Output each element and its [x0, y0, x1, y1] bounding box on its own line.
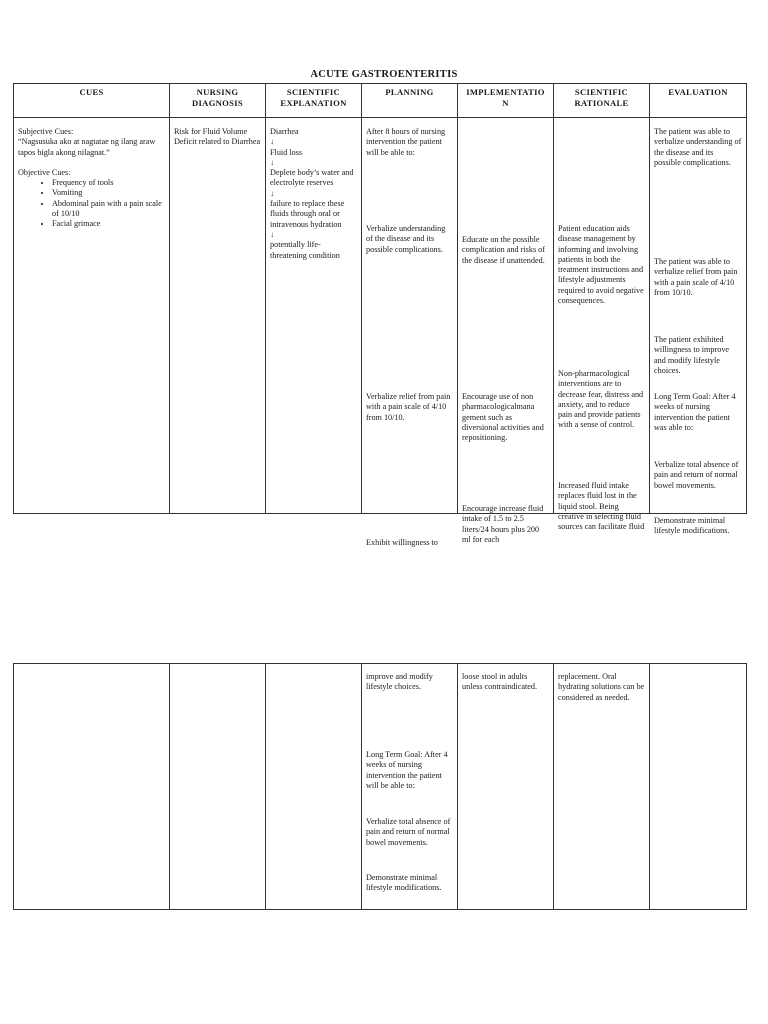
evaluation-lt-item-1: Verbalize total absence of pain and return of normal bowel movements.	[654, 460, 739, 490]
planning-lt-goal-1: Verbalize total absence of pain and return of normal bowel movements.	[366, 817, 451, 847]
evaluation-cell-continued	[650, 664, 747, 910]
arrow-down-icon: ↓	[270, 188, 275, 198]
explanation-step: Fluid loss	[270, 147, 303, 157]
implementation-item-3-end: loose stool in adults unless contraindicated.	[462, 672, 538, 692]
header-cues: CUES	[14, 84, 170, 118]
list-item: • Abdominal pain with a pain scale of 10/10	[52, 199, 165, 220]
planning-cell-continued	[362, 664, 458, 910]
list-item: • Facial grimace	[52, 219, 165, 229]
planning-goal-3-start: Exhibit willingness to	[366, 538, 438, 547]
implementation-item-1: Educate on the possible complication and risks of the disease if unattended.	[462, 235, 545, 265]
planning-lt-goal-2: Demonstrate minimal lifestyle modifications.	[366, 873, 442, 893]
rationale-cell-continued	[554, 664, 650, 910]
planning-intro: After 8 hours of nursing intervention the patient will be able to:	[366, 127, 446, 157]
rationale-item-1: Patient education aids disease management by informing and involving patients in both the treatment instructions and lifestyle adjustments required to avoid negative consequences.	[558, 224, 644, 306]
planning-long-term-goal: Long Term Goal: After 4 weeks of nursing intervention the patient will be able to:	[366, 750, 448, 790]
document-title: ACUTE GASTROENTERITIS	[310, 69, 458, 80]
table-row	[14, 118, 747, 514]
rationale-item-2: Non-pharmacological interventions are to decrease fear, distress and anxiety, and to reduce pain and provide patients with a sense of control.	[558, 369, 644, 430]
list-item: • Vomiting	[52, 188, 165, 198]
list-item: • Frequency of tools	[52, 178, 165, 188]
arrow-down-icon: ↓	[270, 157, 275, 167]
evaluation-lt-item-2: Demonstrate minimal lifestyle modifications.	[654, 516, 730, 536]
evaluation-item-3: The patient exhibited willingness to improve and modify lifestyle choices.	[654, 335, 730, 375]
explanation-step: potentially life-threatening condition	[270, 240, 340, 260]
evaluation-item-2: The patient was able to verbalize relief from pain with a pain scale of 4/10 from 10/10.	[654, 257, 738, 297]
cues-cell	[14, 118, 170, 514]
implementation-item-2: Encourage use of non pharmacologicalmana gement such as diversional activities and repositioning.	[462, 392, 544, 443]
diagnosis-cell-continued	[170, 664, 266, 910]
care-plan-table-page-1	[13, 83, 747, 547]
planning-goal-3-end: improve and modify lifestyle choices.	[366, 672, 433, 692]
header-planning: PLANNING	[362, 84, 458, 118]
explanation-cell-continued	[266, 664, 362, 910]
objective-cues-label: Objective Cues:	[18, 167, 71, 177]
header-scientific-rationale: SCIENTIFIC RATIONALE	[554, 84, 650, 118]
explanation-cell	[266, 118, 362, 514]
planning-cell	[362, 118, 458, 547]
explanation-step: failure to replace these fluids through oral or intravenous hydration	[270, 199, 345, 229]
header-implementation: IMPLEMENTATIO N	[458, 84, 554, 118]
planning-goal-1: Verbalize understanding of the disease and its possible complications.	[366, 224, 446, 254]
subjective-cues-label: Subjective Cues:	[18, 127, 74, 136]
arrow-down-icon: ↓	[270, 137, 275, 147]
rationale-item-3-start: Increased fluid intake replaces fluid lost in the liquid stool. Being creative in selecting fluid sources can facilitate fluid	[558, 481, 645, 532]
arrow-down-icon: ↓	[270, 229, 275, 239]
header-row	[14, 84, 747, 118]
care-plan-table-page-2	[13, 663, 747, 910]
implementation-cell	[458, 118, 554, 544]
implementation-cell-continued	[458, 664, 554, 910]
subjective-cues-quote: “Nagsusuka ako at nagtatae ng ilang araw tapos bigla akong nilagnat.”	[18, 137, 156, 157]
table-row	[14, 664, 747, 910]
header-nursing-diagnosis: NURSING DIAGNOSIS	[170, 84, 266, 118]
header-evaluation: EVALUATION	[650, 84, 747, 118]
rationale-item-3-end: replacement. Oral hydrating solutions can be considered as needed.	[558, 672, 645, 702]
explanation-step: Diarrhea	[270, 127, 299, 136]
header-scientific-explanation: SCIENTIFIC EXPLANATION	[266, 84, 362, 118]
nursing-diagnosis-text: Risk for Fluid Volume Deficit related to Diarrhea	[174, 127, 261, 147]
evaluation-long-term: Long Term Goal: After 4 weeks of nursing intervention the patient was able to:	[654, 392, 736, 432]
evaluation-cell	[650, 118, 747, 536]
cues-cell-continued	[14, 664, 170, 910]
diagnosis-cell	[170, 118, 266, 514]
explanation-step: Deplete body’s water and electrolyte reserves	[270, 168, 354, 188]
objective-cues-list	[18, 178, 165, 229]
implementation-item-3-start: Encourage increase fluid intake of 1.5 to 2.5 liters/24 hours plus 200 ml for each	[462, 504, 544, 544]
evaluation-item-1: The patient was able to verbalize understanding of the disease and its possible complications.	[654, 127, 742, 167]
rationale-cell	[554, 118, 650, 532]
planning-goal-2: Verbalize relief from pain with a pain scale of 4/10 from 10/10.	[366, 392, 451, 422]
